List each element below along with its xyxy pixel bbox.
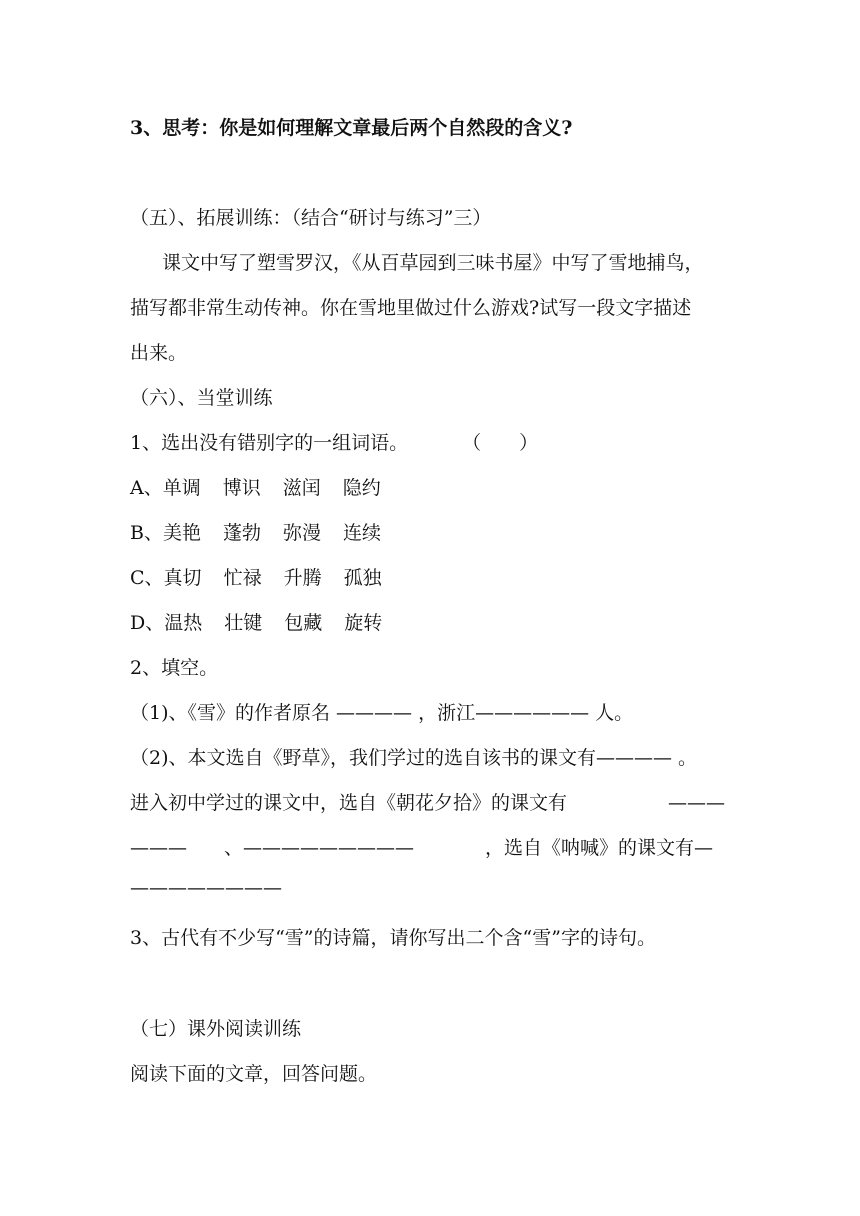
think-question: 3、思考：你是如何理解文章最后两个自然段的含义? xyxy=(130,117,573,139)
section7-heading: （七）课外阅读训练 xyxy=(130,1018,302,1040)
section5-paragraph-line1: 课文中写了塑雪罗汉，《从百草园到三味书屋》中写了雪地捕鸟， xyxy=(162,252,704,274)
question2-part3-line1 xyxy=(130,790,725,816)
option-label: D、 xyxy=(130,612,165,634)
blank-line: ——— xyxy=(130,837,187,859)
option-label: C、 xyxy=(130,567,164,589)
option-word: 孤独 xyxy=(343,567,382,589)
option-label: A、 xyxy=(130,477,163,499)
question2: 2、填空。 xyxy=(130,657,219,679)
option-word: 蓬勃 xyxy=(222,522,261,544)
option-word: 忙禄 xyxy=(223,567,262,589)
option-label: B、 xyxy=(130,522,163,544)
section7-intro: 阅读下面的文章，回答问题。 xyxy=(130,1063,378,1085)
option-word: 包藏 xyxy=(284,612,323,634)
option-word: 真切 xyxy=(163,567,202,589)
answer-bracket: （ ） xyxy=(462,432,539,454)
option-word: 温热 xyxy=(164,612,203,634)
option-word: 美艳 xyxy=(162,522,201,544)
question2-part2: （2)、本文选自《野草》，我们学过的选自该书的课文有———— 。 xyxy=(130,747,698,769)
text-segment: ，选自《呐喊》的课文有— xyxy=(485,837,714,859)
text-segment: 进入初中学过的课文中，选自《朝花夕拾》的课文有 xyxy=(130,792,568,814)
question1-text: 1、选出没有错别字的一组词语。 xyxy=(130,432,409,454)
option-word: 升腾 xyxy=(283,567,322,589)
question2-part3-line2 xyxy=(130,835,714,861)
option-word: 隐约 xyxy=(342,477,381,499)
question2-part1: （1)、《雪》的作者原名 ———— ，浙江—————— 人。 xyxy=(130,702,634,724)
blank-line: 、————————— xyxy=(224,837,415,859)
section6-heading: （六）、当堂训练 xyxy=(130,387,273,409)
question2-part3-line3: ———————— xyxy=(130,877,282,899)
option-word: 旋转 xyxy=(344,612,383,634)
option-word: 连续 xyxy=(343,522,382,544)
option-word: 单调 xyxy=(162,477,201,499)
option-word: 弥漫 xyxy=(283,522,322,544)
option-a xyxy=(130,475,403,501)
section5-paragraph-line2: 描写都非常生动传神。你在雪地里做过什么游戏?试写一段文字描述 xyxy=(130,297,692,319)
section5-paragraph-line3: 出来。 xyxy=(130,342,188,364)
option-word: 滋闰 xyxy=(282,477,321,499)
option-c xyxy=(130,565,404,591)
option-word: 博识 xyxy=(222,477,261,499)
question1 xyxy=(130,430,538,456)
option-b xyxy=(130,520,403,546)
question3: 3、古代有不少写“雪”的诗篇，请你写出二个含“雪”字的诗句。 xyxy=(130,927,656,949)
blank-line: ——— xyxy=(668,792,725,814)
section5-heading: （五）、拓展训练：（结合“研讨与练习”三） xyxy=(130,207,492,229)
option-word: 壮键 xyxy=(224,612,263,634)
option-d xyxy=(130,610,404,636)
